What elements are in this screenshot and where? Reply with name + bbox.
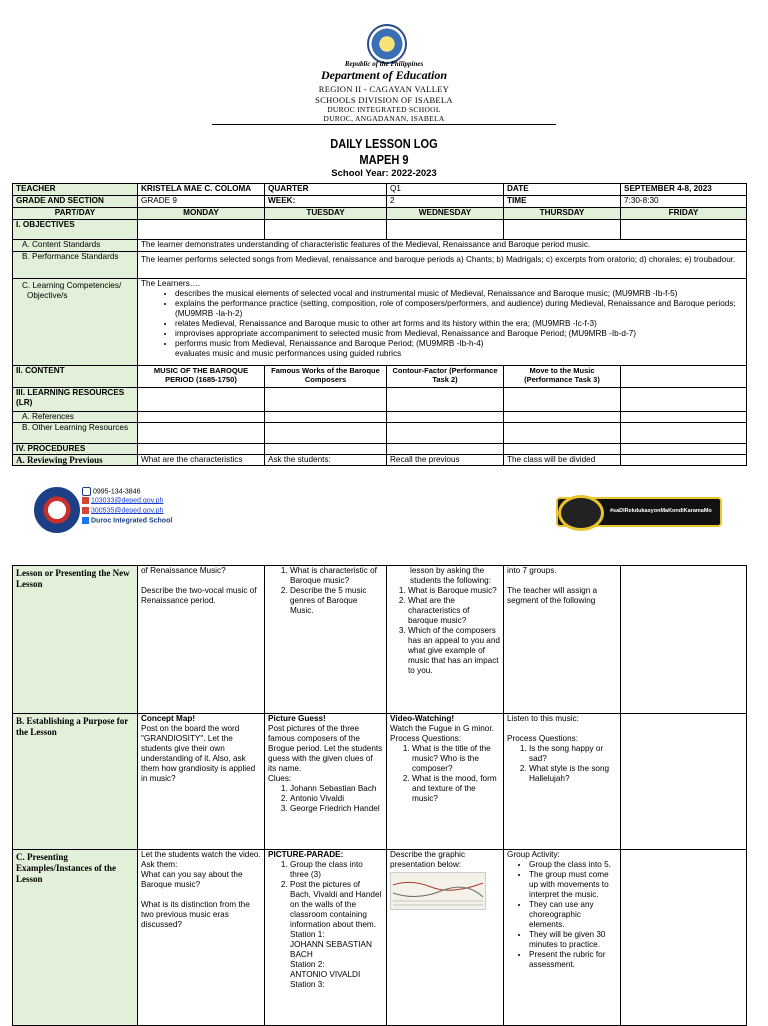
text-line: lesson by asking the students the following: (410, 566, 492, 585)
list-item: • Group the class into 5. (529, 860, 617, 870)
school-label: DUROC INTEGRATED SCHOOL (327, 105, 441, 114)
procedures-heading: IV. PROCEDURES (13, 444, 138, 455)
text-line: Process Questions: (507, 734, 578, 743)
purpose-wednesday (387, 714, 504, 850)
school-year: School Year: 2022-2023 (331, 168, 437, 179)
activity-title: Video-Watching! (390, 714, 455, 723)
text-line: Describe the graphic presentation below: (390, 850, 466, 869)
text-line: Process Questions: (390, 734, 461, 743)
footer-email-1[interactable] (82, 497, 163, 504)
reviewing-wednesday: Recall the previous (387, 455, 504, 466)
list-item: 3. George Friedrich Handel (290, 804, 383, 814)
text-line: Listen to this music: (507, 714, 579, 723)
content-wednesday: Contour-Factor (Performance Task 2) (387, 366, 504, 388)
phone-icon (82, 487, 91, 496)
list-item: • They can use any choreographic elements. (529, 900, 617, 930)
page-title: DAILY LESSON LOG (330, 136, 438, 151)
content-monday: MUSIC OF THE BAROQUE PERIOD (1685-1750) (138, 366, 265, 388)
activity-title: Picture Guess! (268, 714, 326, 723)
text-line: Post on the board the word "GRANDIOSITY". Let the students give their own understanding of it. Also, ask them how grandiosity is applied in music? (141, 724, 256, 783)
text-line: Clues: (268, 774, 292, 783)
competencies-cell (138, 279, 747, 366)
performance-standards-label: B. Performance Standards (13, 252, 138, 279)
reviewing-label: A. Reviewing Previous (13, 455, 138, 466)
tuesday-header: TUESDAY (265, 208, 387, 220)
objectives-heading: I. OBJECTIVES (13, 220, 138, 240)
activity-title: Concept Map! (141, 714, 196, 723)
subject-title: MAPEH 9 (359, 152, 409, 167)
division-label: SCHOOLS DIVISION OF ISABELA (315, 95, 453, 105)
text-line: JOHANN SEBASTIAN BACH (290, 940, 372, 959)
examples-thursday (504, 850, 621, 1026)
list-item: 1. Johann Sebastian Bach (290, 784, 383, 794)
competencies-label: C. Learning Competencies/ Objective/s (13, 279, 138, 366)
email-link-1[interactable]: 103033@deped.gov.ph (91, 497, 164, 505)
purpose-label: B. Establishing a Purpose for the Lesson (13, 714, 138, 850)
header-divider (212, 124, 556, 125)
region-label: REGION II - CAGAYAN VALLEY (318, 84, 450, 94)
quarter-label: QUARTER (265, 184, 387, 196)
activity-title: Group Activity: (507, 850, 560, 859)
purpose-tuesday (265, 714, 387, 850)
footer-facebook: Duroc Integrated School (82, 517, 172, 524)
competencies-list (141, 289, 743, 349)
address-label: DUROC, ANGADANAN, ISABELA (323, 114, 445, 123)
purpose-thursday (504, 714, 621, 850)
text-line: of Renaissance Music? (141, 566, 226, 575)
friday-header: FRIDAY (621, 208, 747, 220)
list-item: 3. Which of the composers has an appeal to you and what give example of music that has an impact to you. (408, 626, 500, 676)
content-standards-text: The learner demonstrates understanding of characteristic features of the Medieval, Renaissance and Baroque period music. (138, 240, 747, 252)
list-item: 2. Post the pictures of Bach, Vivaldi and Handel on the walls of the classroom containing information about them. (290, 880, 383, 930)
examples-wednesday (387, 850, 504, 1026)
text-line: What can you say about the Baroque music? (141, 870, 243, 889)
reviewing-monday: What are the characteristics (138, 455, 265, 466)
examples-label: C. Presenting Examples/Instances of the Lesson (13, 850, 138, 1026)
footer-phone: 0995-134-3846 (82, 487, 141, 496)
reviewing-tuesday: Ask the students: (265, 455, 387, 466)
department-label: Department of Education (320, 68, 447, 82)
grade-label: GRADE AND SECTION (13, 196, 138, 208)
text-line: ANTONIO VIVALDI (290, 970, 361, 979)
other-resources-label: B. Other Learning Resources (13, 423, 138, 444)
date-value: SEPTEMBER 4-8, 2023 (621, 184, 747, 196)
grade-value: GRADE 9 (138, 196, 265, 208)
competency-item: • improvises appropriate accompaniment to selected music from Medieval, Renaissance and Baroque Period; (MU9MRB -Ib-d-7) (175, 329, 743, 339)
deped-seal-icon (367, 24, 407, 64)
competency-item: • explains the performance practice (setting, composition, role of composers/performers, and audience) during Medieval, Renaissance and Baroque periods; (MU9MRB -Ia-h-2) (175, 299, 743, 319)
reviewing-label-continued: Lesson or Presenting the New Lesson (13, 566, 138, 714)
reviewing-wednesday-continued (387, 566, 504, 714)
footer-email-2[interactable] (82, 507, 163, 514)
reviewing-tuesday-continued (265, 566, 387, 714)
text-line: into 7 groups. (507, 566, 557, 575)
competency-tail: evaluates music and music performances using guided rubrics (175, 349, 402, 358)
quarter-value: Q1 (387, 184, 504, 196)
list-item: 2. Antonio Vivaldi (290, 794, 383, 804)
gmail-icon (82, 497, 89, 504)
content-heading: II. CONTENT (13, 366, 138, 388)
text-line: Station 2: (290, 960, 325, 969)
list-item: 1. Group the class into three (3) (290, 860, 383, 880)
references-label: A. References (13, 412, 138, 423)
text-line: Let the students watch the video. (141, 850, 261, 859)
text-line: What is its distinction from the two previous music eras discussed? (141, 900, 250, 929)
list-item: 1. What is Baroque music? (408, 586, 500, 596)
activity-title: PICTURE-PARADE: (268, 850, 344, 859)
lesson-log-table-continued (12, 565, 747, 1026)
time-value: 7:30-8:30 (621, 196, 747, 208)
examples-monday (138, 850, 265, 1026)
badge-text: #saDIRekdukasyonMaKondiKaramaMo (610, 508, 712, 514)
list-item: 2. What style is the song Hallelujah? (529, 764, 617, 784)
list-item: 2. What are the characteristics of baroque music? (408, 596, 500, 626)
badge-logo-icon (558, 495, 604, 531)
content-standards-label: A. Content Standards (13, 240, 138, 252)
text-line: The teacher will assign a segment of the following (507, 586, 598, 605)
text-line: Describe the two-vocal music of Renaissance period. (141, 586, 257, 605)
time-label: TIME (504, 196, 621, 208)
thursday-header: THURSDAY (504, 208, 621, 220)
list-item: 1. What is characteristic of Baroque music? (290, 566, 383, 586)
monday-header: MONDAY (138, 208, 265, 220)
content-thursday: Move to the Music (Performance Task 3) (504, 366, 621, 388)
list-item: • They will be given 30 minutes to practice. (529, 930, 617, 950)
content-tuesday: Famous Works of the Baroque Composers (265, 366, 387, 388)
music-score-image (390, 872, 486, 910)
reviewing-thursday-continued (504, 566, 621, 714)
competencies-intro: The Learners…. (141, 279, 201, 288)
date-label: DATE (504, 184, 621, 196)
teacher-label: TEACHER (13, 184, 138, 196)
facebook-icon (82, 517, 89, 524)
text-line: Ask them: (141, 860, 178, 869)
list-item: 1. What is the title of the music? Who is the composer? (412, 744, 500, 774)
republic-label: Republic of the Philippines (344, 60, 424, 68)
teacher-value: KRISTELA MAE C. COLOMA (138, 184, 265, 196)
resources-heading: III. LEARNING RESOURCES (LR) (13, 388, 138, 412)
purpose-monday (138, 714, 265, 850)
gmail-icon (82, 507, 89, 514)
list-item: 1. Is the song happy or sad? (529, 744, 617, 764)
text-line: Station 1: (290, 930, 325, 939)
email-link-2[interactable]: 300535@deped.gov.ph (91, 507, 164, 515)
lesson-log-table (12, 183, 747, 466)
list-item: 2. What is the mood, form and texture of the music? (412, 774, 500, 804)
week-value: 2 (387, 196, 504, 208)
list-item: 2. Describe the 5 music genres of Baroque Music. (290, 586, 383, 616)
performance-standards-text: The learner performs selected songs from Medieval, renaissance and baroque periods a) Chants; b) Madrigals; c) excerpts from oratorio; d) chorales; e) troubadour. (138, 252, 747, 279)
reviewing-monday-continued (138, 566, 265, 714)
campaign-badge (556, 497, 722, 527)
week-label: WEEK: (265, 196, 387, 208)
school-logo-icon (34, 487, 80, 533)
text-line: Watch the Fugue in G minor. (390, 724, 494, 733)
text-line: Station 3: (290, 980, 325, 989)
part-day-header: PART/DAY (13, 208, 138, 220)
reviewing-thursday: The class will be divided (504, 455, 621, 466)
text-line: Post pictures of the three famous composers of the Brogue period. Let the students guess with the given clues of its name. (268, 724, 383, 773)
competency-item: • relates Medieval, Renaissance and Baroque music to other art forms and its history within the era; (MU9MRB -Ic-f-3) (175, 319, 743, 329)
list-item: • The group must come up with movements to interpret the music. (529, 870, 617, 900)
competency-item: • describes the musical elements of selected vocal and instrumental music of Medieval, Renaissance and Baroque music; (MU9MRB -Ib-f-5) (175, 289, 743, 299)
wednesday-header: WEDNESDAY (387, 208, 504, 220)
examples-tuesday (265, 850, 387, 1026)
list-item: • Present the rubric for assessment. (529, 950, 617, 970)
music-contour-graphic (391, 873, 485, 909)
competency-item: • performs music from Medieval, Renaissance and Baroque Period; (MU9MRB -Ib-h-4) (175, 339, 743, 349)
